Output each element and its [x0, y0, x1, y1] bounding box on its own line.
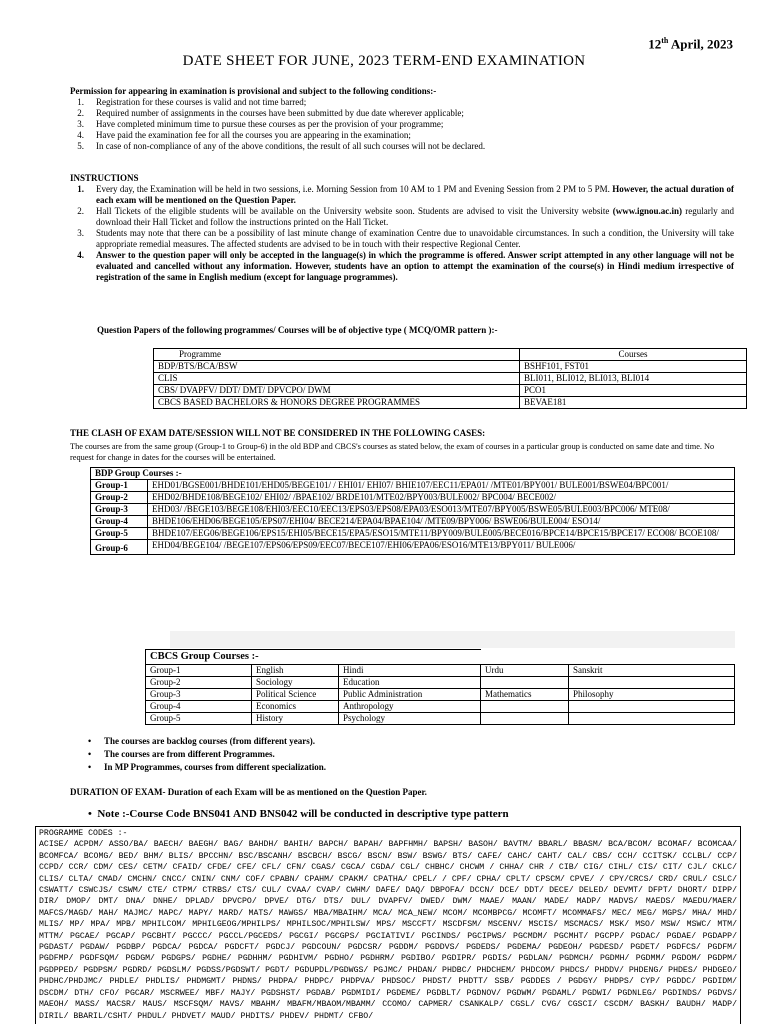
table-row: Group-4 BHDE106/EHD06/BEGE105/EPS07/EHI04/ BECE214/EPA04/BPAE104/ /MTE09/BPY006/ BSWE06/BULE004/ ESO14/	[91, 516, 735, 528]
table-header-row	[154, 349, 747, 361]
table-row: Group-5 BHDE107/EEG06/BEGE106/EPS15/EHI05/BECE15/EPA5/ESO15/MTE11/BPY009/BULE005/BECE016/BPCE14/BPCE15/BPCE17/ ECO08/ BCOE108/	[91, 528, 735, 540]
permission-section	[70, 86, 742, 152]
list-item: • In MP Programmes, courses from different specialization.	[70, 761, 326, 774]
objective-note: Question Papers of the following programmes/ Courses will be of objective type ( MCQ/OMR pattern ):-	[97, 325, 498, 335]
instruction-item: 1. Every day, the Examination will be held in two sessions, i.e. Morning Session from 10 AM to 1 PM and Evening Session from 2 PM to 5 PM. However, the actual duration of each exam will be mentioned on the Question Paper.	[77, 184, 734, 205]
permission-heading: Permission for appearing in examination is provisional and subject to the following conditions:-	[70, 86, 437, 96]
programme-codes-heading: PROGRAMME CODES :-	[39, 829, 128, 838]
cbcs-heading: CBCS Group Courses :-	[146, 650, 481, 665]
table-row: Group-3 Political Science Public Administration Mathematics Philosophy	[146, 689, 735, 701]
date-line: 12th April, 2023	[648, 36, 733, 52]
table-row: CBCS BASED BACHELORS & HONORS DEGREE PROGRAMMES BEVAE181	[154, 397, 747, 409]
programme-codes-box	[35, 826, 741, 1024]
table-row: Group-2 Sociology Education	[146, 677, 735, 689]
table-row: BDP/BTS/BCA/BSW BSHF101, FST01	[154, 361, 747, 373]
table-row: CBS/ DVAPFV/ DDT/ DMT/ DPVCPO/ DWM PCO1	[154, 385, 747, 397]
list-item: • The courses are from different Programmes.	[70, 748, 326, 761]
cbcs-group-table	[145, 649, 735, 725]
table-row: Group-2 EHD02/BHDE108/BEGE102/ EHI02/ /BPAE102/ BRDE101/MTE02/BPY003/BULE002/ BPC004/ BECE002/	[91, 492, 735, 504]
instruction-item: 3. Students may note that there can be a possibility of last minute change of examination Centre due to unavoidable circumstances. In such a condition, the University will take appropriate remedial measures. The affected students are advised to be in touch with their respective Regional Center.	[77, 228, 734, 249]
website-link[interactable]: (www.ignou.ac.in)	[612, 206, 682, 216]
permission-item: 1. Registration for these courses is valid and not time barred;	[77, 97, 307, 107]
table-row: Group-3 EHD03/ /BEGE103/BEGE108/EHI03/EEC10/EEC13/EPS03/EPS08/EPA03/ESO013/MTE07/BPY005/BSWE05/BULE003/BPC006/ MTE08/	[91, 504, 735, 516]
table-row: Group-6 EHD04/BEGE104/ /BEGE107/EPS06/EPS09/EEC07/BECE107/EHI06/EPA06/ESO16/MTE13/BPY011/ BULE006/	[91, 540, 735, 555]
instruction-item: 4. Answer to the question paper will only be accepted in the language(s) in which the programme is offered. Answer script attempted in any other language will not be evaluated and cancelled without any information. However, students have an option to attempt the examination of the course(s) in Hindi medium irrespective of registration of the same in English medium (except for language programmes).	[77, 250, 734, 282]
instructions-list	[70, 184, 734, 283]
permission-item: 5. In case of non-compliance of any of the above conditions, the result of all such courses will not be declared.	[77, 141, 486, 151]
page-title: DATE SHEET FOR JUNE, 2023 TERM-END EXAMINATION	[182, 53, 586, 69]
col-header-programme: Programme	[154, 349, 520, 361]
table-row: Group-5 History Psychology	[146, 713, 735, 725]
programme-codes-text: ACISE/ ACPDM/ ASSO/BA/ BAECH/ BAEGH/ BAG/ BAHDH/ BAHIH/ BAPCH/ BAPAH/ BAPFHMH/ BAPSH/ BASOH/ BAVTM/ BBARL/ BBASM/ BCA/BCOM/ BCOMAF/ BCOMCAA/ BCOMFCA/ BCOMG/ BED/ BHM/ BLIS/ BPCCHN/ BSC/BSCANH/ BSCBCH/ BSCG/ BSCN/ BSW/ BSWG/ BTS/ CAFE/ CAHC/ CAHT/ CAL/ CBS/ CCH/ CCITSK/ CCLBL/ CCP/ CCPD/ CCR/ CDM/ CES/ CETM/ CFAID/ CFDE/ CFE/ CFL/ CFN/ CGAS/ CGCA/ CGDA/ CGL/ CHBHC/ CHCWM / CHHA/ CHR / CIB/ CIG/ CIHL/ CIS/ CIT/ CJL/ CKLC/ CLIS/ CLTA/ CMAD/ CMCHN/ CNCC/ CNIN/ CNM/ COF/ CPABN/ CPAHM/ CPAKM/ CPATHA/ CPEL/ / CPF/ CPHA/ CPLT/ CPSCM/ CPVE/ / CPY/CRCS/ CRD/ CRUL/ CSLC/ CSWATT/ CSWCJS/ CSWM/ CTE/ CTPM/ CTRBS/ CTS/ CUL/ CVAA/ CVAP/ CWHM/ DAFE/ DAQ/ DBPOFA/ DCCN/ DCE/ DDT/ DECE/ DELED/ DEVMT/ DFPT/ DHORT/ DIPP/ DIR/ DMOP/ DMT/ DNA/ DNHE/ DPLAD/ DPVCPO/ DPVE/ DTG/ DTS/ DUL/ DVAPFV/ DWED/ DWM/ MAAE/ MAAN/ MADE/ MADP/ MADVS/ MAEDS/ MAEDU/MAER/ MAFCS/MAGD/ MAH/ MAJMC/ MAPC/ MAPY/ MARD/ MATS/ MAWGS/ MBA/MBAIHM/ MCA/ MCA_NEW/ MCOM/ MCOMBPCG/ MCOMFT/ MCOMMAFS/ MEC/ MEG/ MGPS/ MHA/ MHD/ MLIS/ MP/ MPA/ MPB/ MPHILCOM/ MPHILGEOG/MPHILPS/ MPHILSOC/MPHILSW/ MPS/ MSCCFT/ MSCDFSM/ MSCENV/ MSCIS/ MSCMACS/ MSK/ MSO/ MSW/ MSWC/ MTM/ MTTM/ PGCAE/ PGCAP/ PGCBHT/ PGCCC/ PGCCL/PGCEDS/ PGCGI/ PGCGPS/ PGCIATIVI/ PGCINDS/ PGCIPWS/ PGCMDM/ PGCMHT/ PGCPP/ PGDAC/ PGDAE/ PGDAPP/ PGDAST/ PGDAW/ PGDBP/ PGDCA/ PGDCA/ PGDCFT/ PGDCJ/ PGDCOUN/ PGDCSR/ PGDDM/ PGDDVS/ PGDEDS/ PGDEMA/ PGDEOH/ PGDESD/ PGDET/ PGDFCS/ PGDFM/ PGDFMP/ PGDFSQM/ PGDGM/ PGDGPS/ PGDHE/ PGDHHM/ PGDHIVM/ PGDHO/ PGDHRM/ PGDIBO/ PGDIPR/ PGDIS/ PGDLAN/ PGDMCH/ PGDMH/ PGDMM/ PGDOM/ PGDPM/ PGDPPED/ PGDPSM/ PGDRD/ PGDSLM/ PGDSS/PGDSWT/ PGDT/ PGDUPDL/PGDWGS/ PGJMC/ PHDAN/ PHDBC/ PHDCHEM/ PHDCOM/ PHDCS/ PHDDV/ PHDENG/ PHDES/ PHDGEO/ PHDHC/PHDJMC/ PHDLE/ PHDLIS/ PHDMGMT/ PHDNS/ PHDPA/ PHDPC/ PHDPVA/ PHDSOC/ PHDST/ PHDTT/ SSB/ PGDDES / PGDGY/ PHDPS/ CYP/ PGDDC/ PGDIDM/ DSCDM/ DTH/ CFO/ PGCAR/ MSCRWEE/ MBF/ MAJY/ PGDSHST/ PGDAB/ PGDMIDI/ PGDEME/ PGDBLT/ PGDNOV/ PGDWM/ PGDAML/ PGDWI/ PGDNLEG/ PGDINDS/ PGDVS/ MAEOH/ MASS/ MACSR/ MAUS/ MSCFSQM/ MAVS/ MBAHM/ MBAFM/MBAOM/MBAMM/ CCOMO/ CAPMER/ CSANKALP/ CGSL/ CVG/ CGSCI/ CSCDM/ BASKH/ BAUDH/ MADP/ DIRIL/ BBARIL/CSHT/ PHDUL/ PHDVET/ MAUD/ PHDITS/ PHDEV/ PHDMT/ CFBO/	[39, 840, 737, 1021]
clash-bullets	[70, 735, 326, 774]
table-row: Group-1 English Hindi Urdu Sanskrit	[146, 665, 735, 677]
clash-section	[70, 428, 740, 463]
instructions-heading: INSTRUCTIONS	[70, 173, 139, 183]
bdp-group-table	[90, 467, 735, 555]
objective-table	[153, 348, 747, 409]
permission-item: 2. Required number of assignments in the courses have been submitted by due date wherever applicable;	[77, 108, 464, 118]
instructions-section	[70, 173, 734, 283]
instruction-item: 2. Hall Tickets of the eligible students will be available on the University website soon. Students are advised to visit the University website (www.ignou.ac.in) regularly and download their Hall Ticket and follow the instructions printed on the Hall Ticket.	[77, 206, 734, 227]
permission-list	[70, 97, 742, 152]
permission-item: 4. Have paid the examination fee for all the courses you are appearing in the examination;	[77, 130, 411, 140]
clash-heading: THE CLASH OF EXAM DATE/SESSION WILL NOT BE CONSIDERED IN THE FOLLOWING CASES:	[70, 428, 486, 438]
col-header-courses: Courses	[520, 349, 747, 361]
table-row: CLIS BLI011, BLI012, BLI013, BLI014	[154, 373, 747, 385]
permission-item: 3. Have completed minimum time to pursue these courses as per the provision of your programme;	[77, 119, 444, 129]
bdp-heading: BDP Group Courses :-	[91, 468, 735, 480]
note-text: • Note :-Course Code BNS041 AND BNS042 will be conducted in descriptive type pattern	[88, 808, 509, 820]
table-row: Group-4 Economics Anthropology	[146, 701, 735, 713]
list-item: • The courses are backlog courses (from different years).	[70, 735, 326, 748]
blank-band	[170, 631, 735, 648]
duration-text: DURATION OF EXAM- Duration of each Exam will be as mentioned on the Question Paper.	[70, 787, 427, 797]
table-row: Group-1 EHD01/BGSE001/BHDE101/EHD05/BEGE101/ / EHI01/ EHI07/ BHIE107/EEC11/EPA01/ /MTE01/BPY001/ BULE001/BSWE04/BPC001/	[91, 480, 735, 492]
clash-text: The courses are from the same group (Group-1 to Group-6) in the old BDP and CBCS's courses as stated below, the exam of courses in a particular group is conducted on same date and time. No request for change in dates for the courses will be entertained.	[70, 442, 715, 462]
